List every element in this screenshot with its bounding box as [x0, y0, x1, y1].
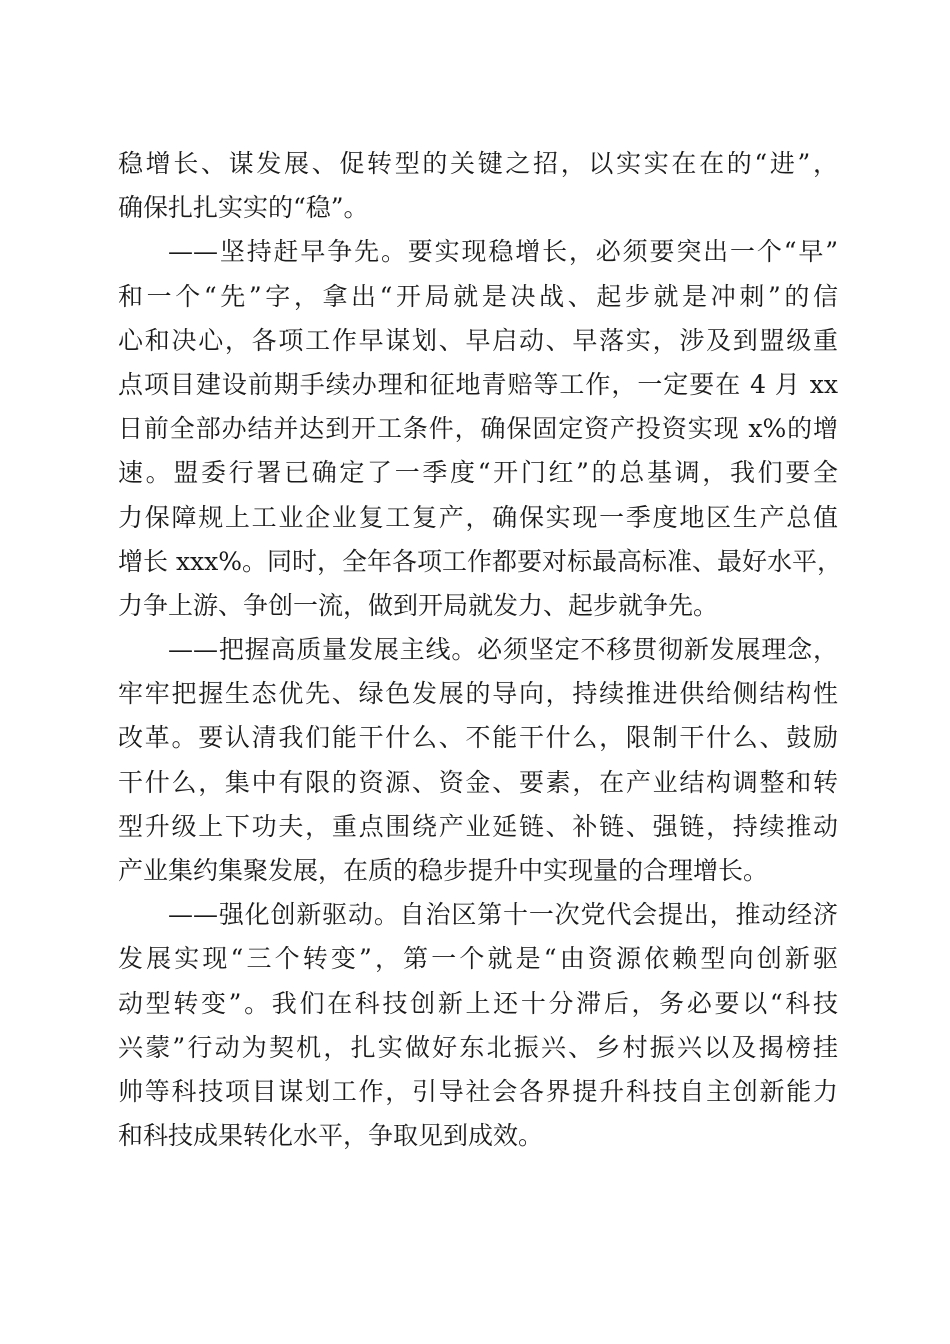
text-line: 兴蒙”行动为契机，扎实做好东北振兴、乡村振兴以及揭榜挂 — [118, 1032, 838, 1062]
paragraph-heading-line: ——坚持赶早争先。要实现稳增长，必须要突出一个“早” — [168, 237, 838, 267]
text-line: 帅等科技项目谋划工作，引导社会各界提升科技自主创新能力 — [118, 1076, 838, 1106]
text-line: 干什么，集中有限的资源、资金、要素，在产业结构调整和转 — [118, 767, 838, 797]
text-line: 力争上游、争创一流，做到开局就发力、起步就争先。 — [118, 590, 719, 620]
text-line: 牢牢把握生态优先、绿色发展的导向，持续推进供给侧结构性 — [118, 679, 838, 709]
paragraph-heading-line: ——把握高质量发展主线。必须坚定不移贯彻新发展理念， — [168, 635, 838, 665]
text-line: 和科技成果转化水平，争取见到成效。 — [118, 1121, 544, 1151]
text-line: 增长 xxx%。同时，全年各项工作都要对标最高标准、最好水平， — [118, 546, 843, 576]
text-line: 稳增长、谋发展、促转型的关键之招，以实实在在的“进”， — [118, 149, 838, 178]
text-line: 和一个“先”字，拿出“开局就是决战、起步就是冲刺”的信 — [118, 281, 838, 311]
text-line: 心和决心，各项工作早谋划、早启动、早落实，涉及到盟级重 — [118, 325, 838, 355]
text-line: 日前全部办结并达到开工条件，确保固定资产投资实现 x%的增 — [118, 414, 838, 444]
text-line: 速。盟委行署已确定了一季度“开门红”的总基调，我们要全 — [118, 458, 838, 488]
text-line: 型升级上下功夫，重点围绕产业延链、补链、强链，持续推动 — [118, 811, 838, 841]
text-line: 力保障规上工业企业复工复产，确保实现一季度地区生产总值 — [118, 502, 838, 532]
text-line: 动型转变”。我们在科技创新上还十分滞后，务必要以“科技 — [118, 988, 838, 1018]
paragraph-heading-line: ——强化创新驱动。自治区第十一次党代会提出，推动经济 — [168, 900, 838, 930]
text-line: 点项目建设前期手续办理和征地青赔等工作，一定要在 4 月 xx — [118, 369, 838, 399]
body-text — [118, 142, 843, 1158]
text-line: 确保扎扎实实的“稳”。 — [118, 193, 369, 223]
text-line: 产业集约集聚发展，在质的稳步提升中实现量的合理增长。 — [118, 856, 769, 885]
text-line: 改革。要认清我们能干什么、不能干什么，限制干什么、鼓励 — [118, 723, 838, 753]
text-line: 发展实现“三个转变”，第一个就是“由资源依赖型向创新驱 — [118, 944, 838, 974]
